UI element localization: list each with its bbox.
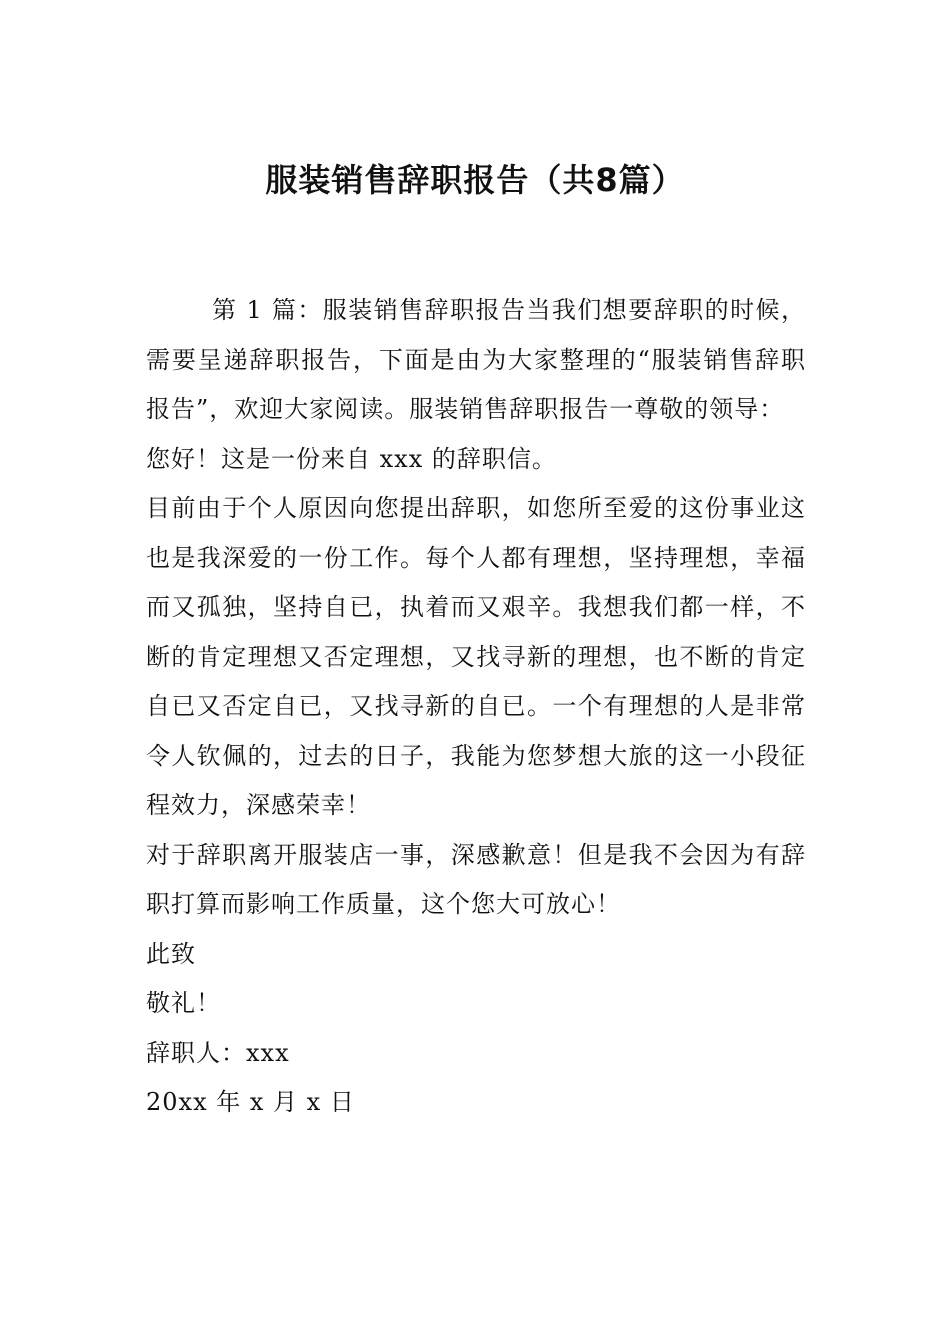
paragraph-apology: 对于辞职离开服装店一事，深感歉意！但是我不会因为有辞职打算而影响工作质量，这个您大可放心！ xyxy=(146,840,806,918)
closing-salutation: 此致 xyxy=(146,939,196,968)
paragraph-reason: 目前由于个人原因向您提出辞职，如您所至爱的这份事业这也是我深爱的一份工作。每个人都有理想，坚持理想，幸福而又孤独，坚持自已，执着而又艰辛。我想我们都一样，不断的肯定理想又否定理想，又找寻新的理想，也不断的肯定自已又否定自已，又找寻新的自已。一个有理想的人是非常令人钦佩的，过去的日子，我能为您梦想大旅的这一小段征程效力，深感荣幸！ xyxy=(146,494,806,819)
paragraph-intro: 第 1 篇：服装销售辞职报告当我们想要辞职的时候，需要呈递辞职报告，下面是由为大家整理的“服装销售辞职报告”，欢迎大家阅读。服装销售辞职报告一尊敬的领导： xyxy=(146,296,806,423)
document-title: 服装销售辞职报告（共8篇） xyxy=(265,161,685,199)
signature-line: 辞职人：xxx xyxy=(146,1038,290,1067)
document-body xyxy=(146,286,806,1128)
paragraph-greeting: 您好！这是一份来自 xxx 的辞职信。 xyxy=(146,444,557,473)
date-line: 20xx 年 x 月 x 日 xyxy=(146,1088,355,1116)
closing-regards: 敬礼！ xyxy=(146,989,221,1017)
